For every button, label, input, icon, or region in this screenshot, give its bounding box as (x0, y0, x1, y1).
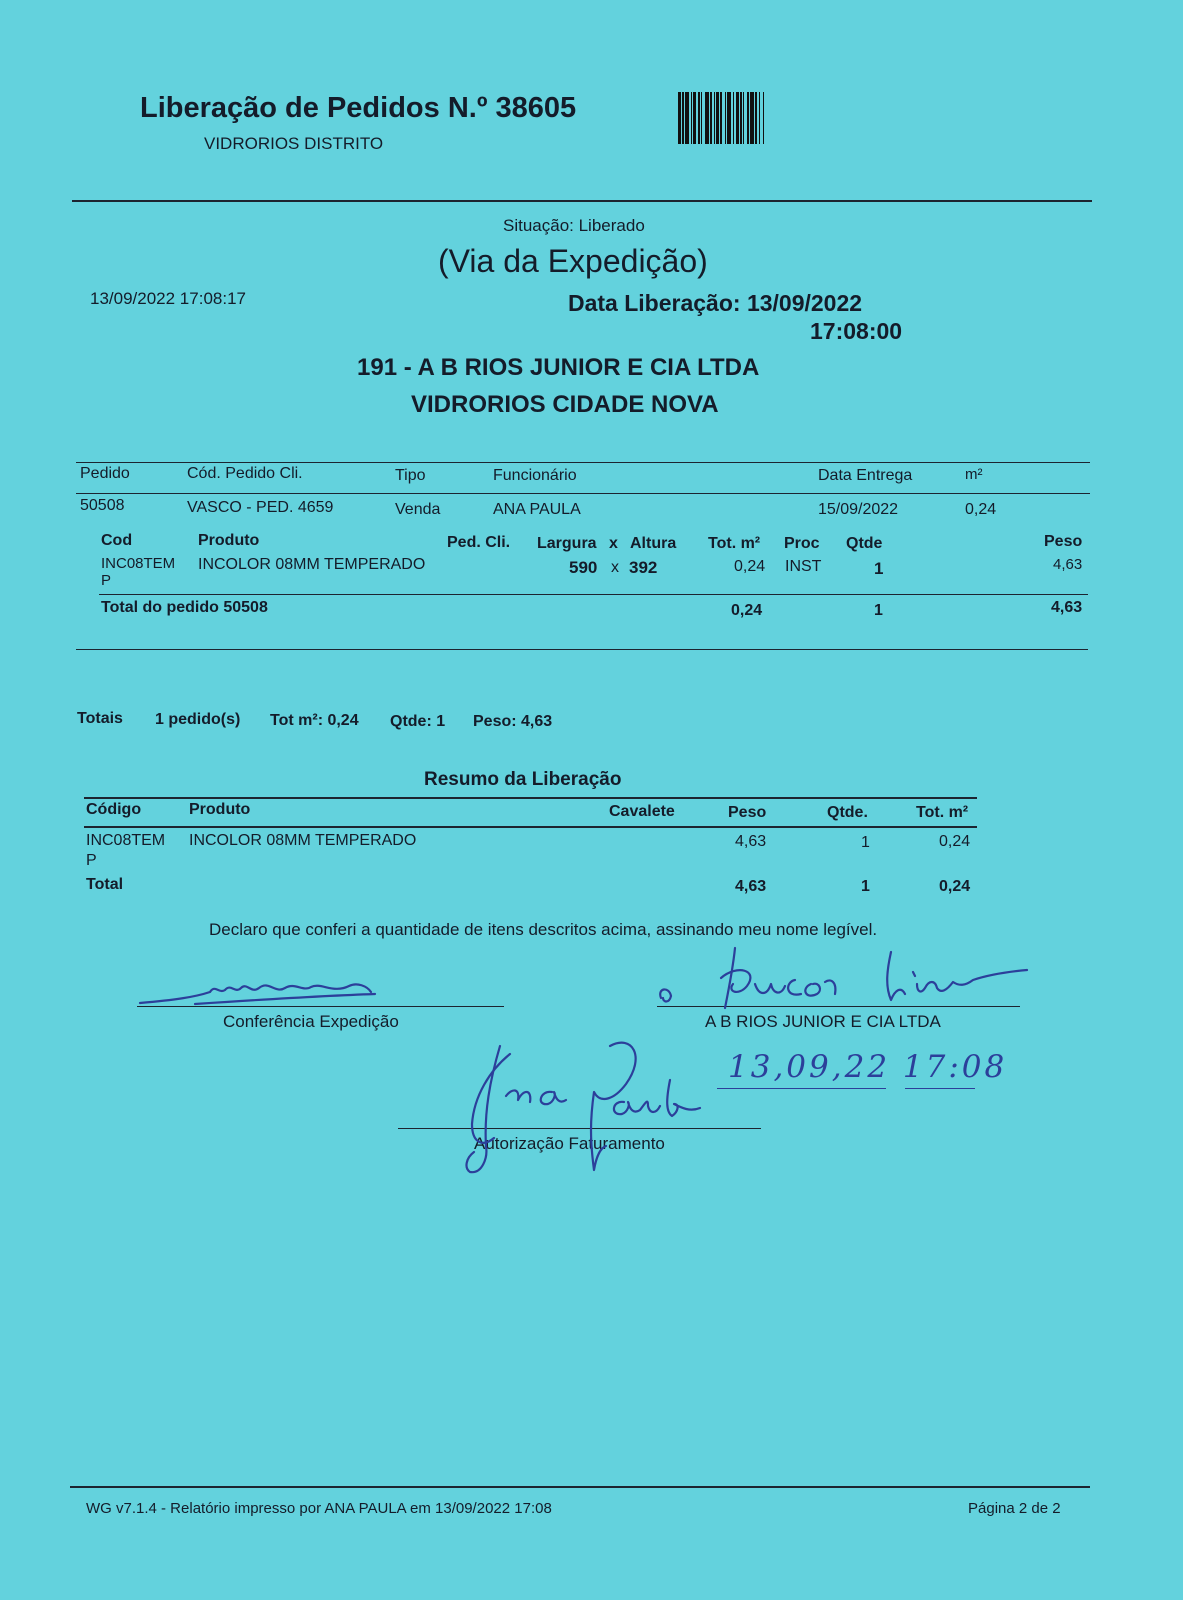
totals-tot-m2: Tot m²: 0,24 (270, 712, 359, 729)
footer-page-number: Página 2 de 2 (968, 1500, 1061, 1517)
col-header-m2: m² (965, 466, 983, 483)
document-title: Liberação de Pedidos N.º 38605 (140, 92, 577, 124)
via-title: (Via da Expedição) (438, 243, 708, 279)
item-qtde: 1 (874, 559, 884, 578)
resumo-qtde: 1 (861, 834, 870, 851)
handwritten-date-underline (717, 1088, 886, 1089)
resumo-header-produto: Produto (189, 801, 251, 818)
handwritten-date: 13,09,22 17:08 (728, 1049, 1008, 1085)
item-header-largura: Largura (537, 535, 597, 552)
totals-pedidos: 1 pedido(s) (155, 711, 241, 728)
resumo-produto: INCOLOR 08MM TEMPERADO (189, 832, 417, 849)
col-header-pedido: Pedido (80, 465, 130, 482)
resumo-header-peso: Peso (728, 804, 767, 821)
resumo-total-label: Total (86, 876, 124, 893)
col-header-tipo: Tipo (395, 467, 426, 484)
col-header-cod-pedido-cli: Cód. Pedido Cli. (187, 465, 303, 482)
resumo-codigo-line2: P (86, 852, 97, 869)
item-header-peso: Peso (1044, 533, 1083, 550)
item-largura: 590 (569, 558, 598, 577)
item-header-ped-cli: Ped. Cli. (447, 534, 511, 551)
item-x: x (611, 559, 619, 576)
client-name: 191 - A B RIOS JUNIOR E CIA LTDA (357, 354, 760, 381)
resumo-peso: 4,63 (735, 833, 767, 850)
resumo-tot-m2: 0,24 (939, 833, 971, 850)
item-header-altura: Altura (630, 535, 677, 552)
footer-printed-by: WG v7.1.4 - Relatório impresso por ANA PAULA em 13/09/2022 17:08 (86, 1500, 552, 1517)
order-pedido: 50508 (80, 497, 125, 514)
order-table-bottom-rule (76, 649, 1088, 650)
resumo-total-tot-m2: 0,24 (939, 878, 971, 895)
item-header-proc: Proc (784, 535, 820, 552)
autorizacao-label: Autorização Faturamento (474, 1134, 665, 1153)
order-cod-pedido-cli: VASCO - PED. 4659 (187, 499, 334, 516)
item-proc: INST (785, 558, 822, 575)
resumo-total-peso: 4,63 (735, 878, 767, 895)
item-cod-line2: P (101, 572, 112, 589)
resumo-header-tot-m2: Tot. m² (916, 804, 969, 821)
totals-peso: Peso: 4,63 (473, 713, 553, 730)
resumo-top-rule (84, 797, 977, 799)
resumo-header-codigo: Código (86, 801, 142, 818)
item-tot-m2: 0,24 (734, 558, 766, 575)
resumo-total-qtde: 1 (861, 878, 870, 895)
order-table-top-rule (76, 462, 1090, 463)
item-header-x: x (609, 535, 618, 552)
release-time: 17:08:00 (810, 318, 903, 344)
handwritten-time-underline (905, 1088, 975, 1089)
client-handwritten-signature (655, 942, 1035, 1012)
order-total-tot-m2: 0,24 (731, 602, 763, 619)
item-header-cod: Cod (101, 532, 133, 549)
order-data-entrega: 15/09/2022 (818, 501, 899, 518)
resumo-title: Resumo da Liberação (424, 769, 622, 790)
col-header-data-entrega: Data Entrega (818, 467, 913, 484)
header-divider (72, 200, 1092, 202)
resumo-header-cavalete: Cavalete (609, 803, 675, 820)
item-peso: 4,63 (1053, 556, 1083, 573)
order-tipo: Venda (395, 501, 441, 518)
order-total-peso: 4,63 (1051, 599, 1083, 616)
status-text: Situação: Liberado (503, 216, 645, 235)
client-unit: VIDRORIOS CIDADE NOVA (411, 391, 719, 418)
resumo-header-qtde: Qtde. (827, 804, 868, 821)
conferencia-label: Conferência Expedição (223, 1012, 399, 1031)
item-altura: 392 (629, 558, 658, 577)
release-date: Data Liberação: 13/09/2022 (568, 290, 863, 316)
item-total-rule (99, 594, 1088, 595)
order-total-qtde: 1 (874, 602, 883, 619)
totals-label: Totais (77, 710, 123, 727)
client-signature-label: A B RIOS JUNIOR E CIA LTDA (705, 1012, 941, 1031)
item-header-produto: Produto (198, 532, 260, 549)
totals-qtde: Qtde: 1 (390, 713, 446, 730)
resumo-codigo-line1: INC08TEM (86, 832, 166, 849)
order-m2: 0,24 (965, 501, 997, 518)
order-header-rule (76, 493, 1090, 494)
order-total-label: Total do pedido 50508 (101, 599, 268, 616)
item-cod-line1: INC08TEM (101, 555, 176, 572)
document-subtitle: VIDRORIOS DISTRITO (204, 134, 384, 153)
item-produto: INCOLOR 08MM TEMPERADO (198, 556, 426, 573)
autorizacao-handwritten-signature (460, 1040, 740, 1180)
order-funcionario: ANA PAULA (493, 501, 581, 518)
footer-divider (70, 1486, 1090, 1488)
print-datetime: 13/09/2022 17:08:17 (90, 289, 246, 308)
barcode-icon (678, 92, 858, 144)
item-header-tot-m2: Tot. m² (708, 535, 761, 552)
declaration-text: Declaro que conferi a quantidade de itens descritos acima, assinando meu nome legível. (209, 920, 878, 939)
resumo-header-rule (84, 826, 977, 828)
conferencia-handwritten-signature (135, 970, 385, 1010)
col-header-funcionario: Funcionário (493, 467, 577, 484)
item-header-qtde: Qtde (846, 535, 883, 552)
